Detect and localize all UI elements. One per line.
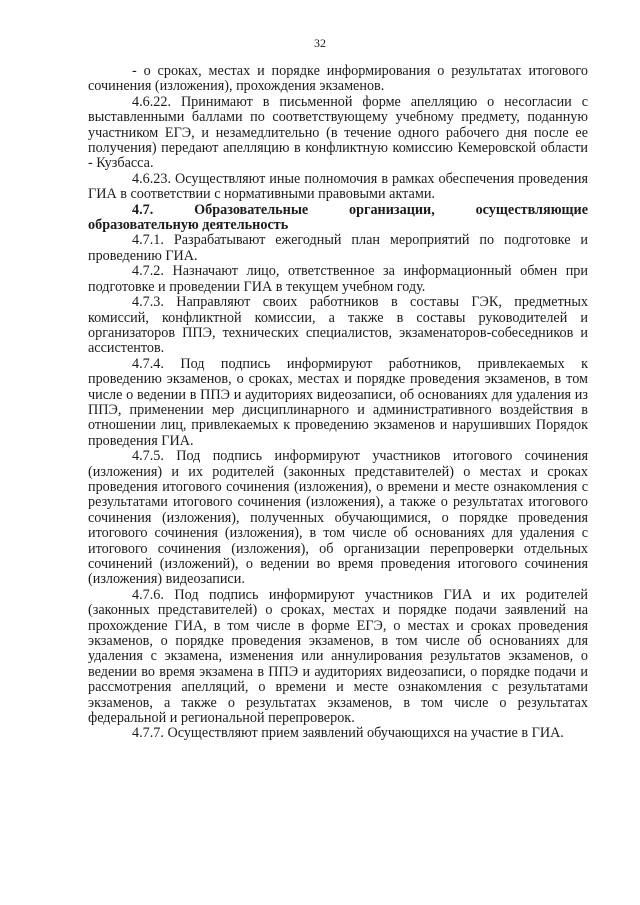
paragraph-exam-results-info: - о сроках, местах и порядке информирования о результатах итогового сочинения (изложения), прохождения экзаменов. xyxy=(88,63,588,95)
section-heading-4-7: 4.7. Образовательные организации, осуществляющие xyxy=(132,201,588,218)
paragraph-4-7-5: 4.7.5. Под подпись информируют участников итогового сочинения (изложения) и их родителей (законных представителей) о местах и сроках проведения итогового сочинения (изложения), о времени и месте ознакомления с результатами итогового сочинения (изложения), а также о результатах итогового сочинения (изложения), полученных обучающимися, о порядке проведения итогового сочинения (изложения), в том числе об основаниях для удаления с итогового сочинения (изложения), об организации перепроверки отдельных сочинений (изложений), о ведении во время проведения итогового сочинения (изложения) видеозаписи. xyxy=(88,448,588,588)
paragraph-4-7-2: 4.7.2. Назначают лицо, ответственное за информационный обмен при подготовке и проведении ГИА в текущем учебном году. xyxy=(88,263,588,295)
paragraph-4-7-3: 4.7.3. Направляют своих работников в составы ГЭК, предметных комиссий, конфликтной комиссии, а также в составы руководителей и организаторов ППЭ, технических специалистов, экзаменаторов-собеседников и ассистентов. xyxy=(88,294,588,357)
paragraph-4-6-22: 4.6.22. Принимают в письменной форме апелляцию о несогласии с выставленными баллами по соответствующему учебному предмету, поданную участником ЕГЭ, и незамедлительно (в течение одного рабочего дня после ее получения) передают апелляцию в конфликтную комиссию Кемеровской области - Кузбасса. xyxy=(88,93,588,172)
paragraph-4-7-4: 4.7.4. Под подпись информируют работников, привлекаемых к проведению экзаменов, о сроках, местах и порядке проведения экзаменов, в том числе о ведении в ППЭ и аудиториях видеозаписи, об основаниях для удаления из ППЭ, применении мер дисциплинарного и административного воздействия в отношении лиц, привлекаемых к проведению экзаменов и нарушивших Порядок проведения ГИА. xyxy=(88,355,588,449)
page-number: 32 xyxy=(314,36,326,50)
paragraph-4-7-1: 4.7.1. Разрабатывают ежегодный план мероприятий по подготовке и проведению ГИА. xyxy=(88,232,588,264)
paragraph-4-7-7: 4.7.7. Осуществляют прием заявлений обучающихся на участие в ГИА. xyxy=(132,725,564,742)
document-body xyxy=(88,64,588,742)
section-heading-4-7-continued: образовательную деятельность xyxy=(88,217,289,234)
paragraph-4-7-6: 4.7.6. Под подпись информируют участников ГИА и их родителей (законных представителей) о сроках, местах и порядке подачи заявлений на прохождение ГИА, в том числе в форме ЕГЭ, о местах и сроках проведения экзаменов, о порядке проведения экзаменов, в том числе об основаниях для удаления с экзамена, изменения или аннулирования результатов экзаменов, о ведении во время экзамена в ППЭ и аудиториях видеозаписи, о порядке подачи и рассмотрения апелляций, о времени и месте ознакомления с результатами экзаменов, а также о результатах экзаменов, в том числе о результатах федеральной и региональной перепроверок. xyxy=(88,586,588,727)
paragraph-4-6-23: 4.6.23. Осуществляют иные полномочия в рамках обеспечения проведения ГИА в соответствии с нормативными правовыми актами. xyxy=(88,170,588,203)
